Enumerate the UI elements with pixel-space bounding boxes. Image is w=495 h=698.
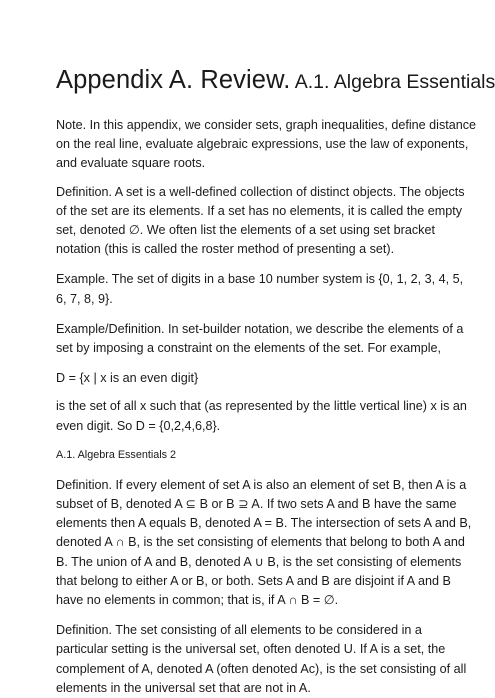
text-line: Example/Definition. In set-builder notation, we describe the elements of a: [56, 321, 464, 336]
text-line: Note. In this appendix, we consider sets, graph inequalities, define distance: [56, 118, 477, 132]
text-line: is the set of all x such that (as represented by the little vertical line) x is an: [56, 399, 467, 414]
text-line: Example. The set of digits in a base 10 number system is {0, 1, 2, 3, 4, 5,: [56, 272, 464, 287]
text-line: even digit. So D = {0,2,4,6,8}.: [56, 418, 221, 433]
text-line: particular setting is the universal set, often denoted U. If A is a set, the: [56, 642, 446, 657]
text-line: of the set are its elements. If a set has no elements, it is called the empty: [56, 203, 463, 218]
definition-subset-paragraph: [56, 476, 472, 610]
title-main: Appendix A. Review.: [56, 66, 291, 94]
text-line: subset of B, denoted A ⊆ B or B ⊇ A. If two sets A and B have the same: [56, 497, 457, 512]
set-d-equation: [56, 369, 418, 388]
definition-universal-set-paragraph: [56, 621, 467, 698]
text-line: set, denoted ∅. We often list the elements of a set using set bracket: [56, 223, 435, 238]
text-line: 6, 7, 8, 9}.: [56, 291, 113, 306]
text-line: B. The union of A and B, denoted A ∪ B, is the set consisting of elements: [56, 554, 462, 569]
example-digits-paragraph: [56, 270, 464, 308]
section-heading: A.1. Algebra Essentials 2: [56, 448, 177, 461]
text-line: on the real line, evaluate algebraic expressions, use the law of exponents,: [56, 137, 469, 152]
text-line: that belong to either A or B, or both. Sets A and B are disjoint if A and B: [56, 573, 451, 588]
text-line: complement of A, denoted A (often denoted Ac), is the set consisting of all: [56, 661, 467, 676]
text-line: elements then A equals B, denoted A = B. The intersection of sets A and B,: [56, 516, 472, 531]
text-line: elements in the universal set that are not in A.: [56, 680, 311, 695]
definition-set-paragraph: [56, 183, 465, 260]
text-line: Definition. A set is a well-defined collection of distinct objects. The objects: [56, 184, 465, 199]
text-line: D = {x | x is an even digit}: [56, 371, 199, 386]
set-d-explanation-paragraph: [56, 397, 467, 435]
text-line: denoted A ∩ B, is the set consisting of elements that belong to both A and: [56, 535, 465, 550]
text-line: Definition. The set consisting of all elements to be considered in a: [56, 623, 422, 638]
text-line: and evaluate square roots.: [56, 156, 206, 171]
text-line: have no elements in common; that is, if A ∩ B = ∅.: [56, 593, 339, 608]
text-line: Definition. If every element of set A is also an element of set B, then A is a: [56, 477, 467, 492]
set-builder-paragraph: [56, 320, 464, 358]
page-title: [56, 62, 495, 97]
text-line: set by imposing a constraint on the elements of the set. For example,: [56, 341, 442, 356]
note-paragraph: [56, 116, 477, 174]
text-line: notation (this is called the roster method of presenting a set).: [56, 242, 395, 257]
title-sub: A.1. Algebra Essentials: [290, 71, 495, 93]
